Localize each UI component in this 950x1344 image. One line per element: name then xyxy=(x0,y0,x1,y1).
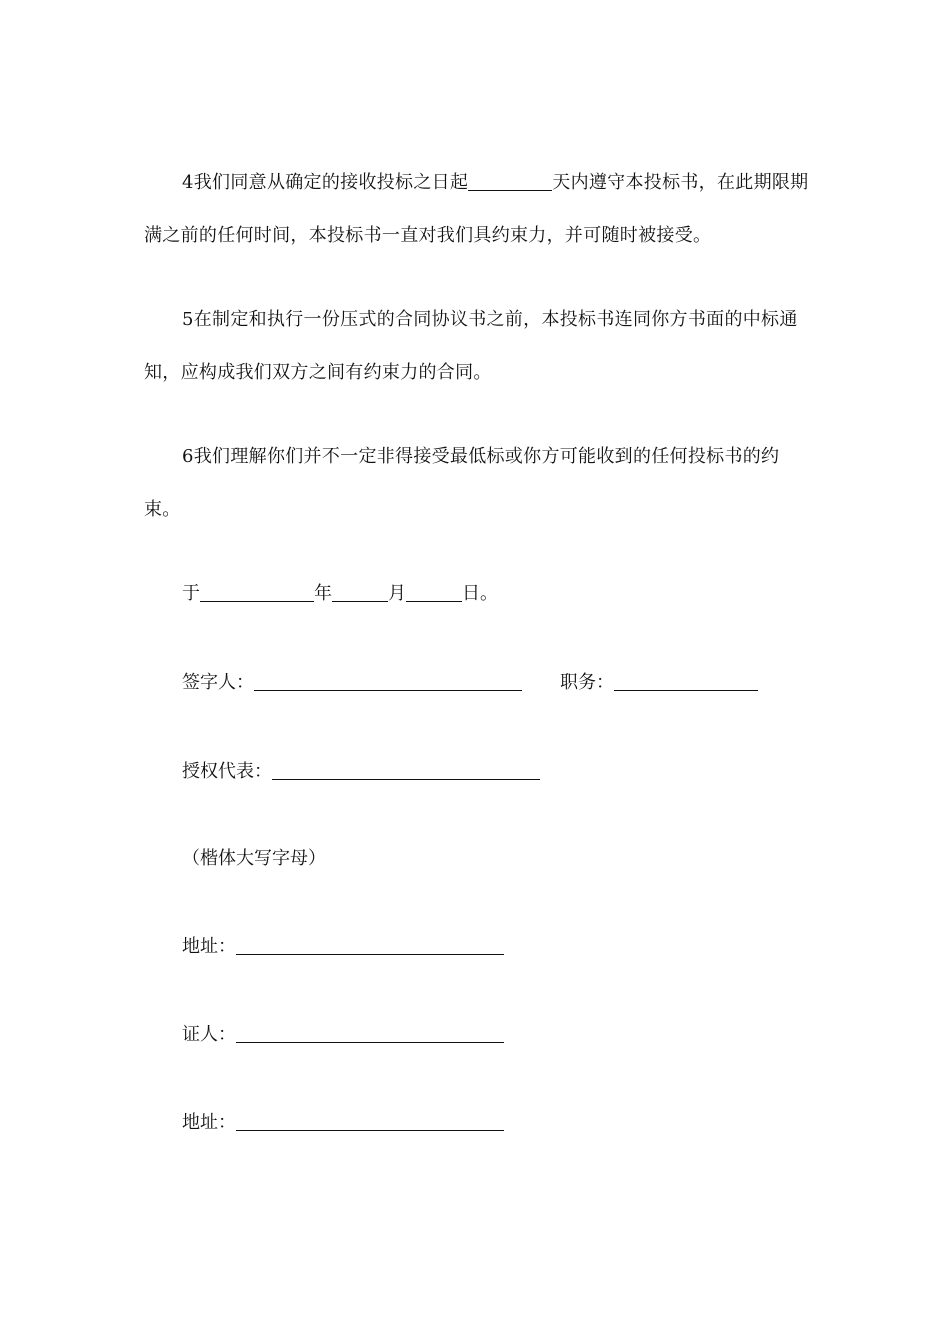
month-blank[interactable] xyxy=(332,581,388,602)
position-label: 职务： xyxy=(560,672,614,693)
address-line-2 xyxy=(182,1110,504,1136)
month-label: 月 xyxy=(388,583,406,604)
day-label: 日。 xyxy=(462,583,498,604)
authorized-field[interactable] xyxy=(272,759,540,780)
signer-label: 签字人： xyxy=(182,672,254,693)
clause-4-text-before: 4我们同意从确定的接收投标之日起 xyxy=(182,172,469,193)
address-label-2: 地址： xyxy=(182,1112,236,1133)
clause-4 xyxy=(144,156,809,262)
clause-4-text-after: 天内遵守本投标书，在此期限期满之前的任何时间，本投标书一直对我们具约束力，并可随时被接受。 xyxy=(144,172,809,246)
address-field-2[interactable] xyxy=(236,1110,504,1131)
authorized-line xyxy=(182,759,540,785)
date-line xyxy=(182,581,498,607)
date-prefix: 于 xyxy=(182,583,200,604)
witness-label: 证人： xyxy=(182,1024,236,1045)
day-blank[interactable] xyxy=(406,581,462,602)
position-field[interactable] xyxy=(614,670,758,691)
authorized-label: 授权代表： xyxy=(182,761,272,782)
signer-line xyxy=(182,670,758,696)
clause-6: 6我们理解你们并不一定非得接受最低标或你方可能收到的任何投标书的约束。 xyxy=(144,446,780,520)
year-label: 年 xyxy=(314,583,332,604)
signer-field[interactable] xyxy=(254,670,522,691)
address-field-1[interactable] xyxy=(236,934,504,955)
address-label-1: 地址： xyxy=(182,936,236,957)
witness-field[interactable] xyxy=(236,1022,504,1043)
address-line-1 xyxy=(182,934,504,960)
witness-line xyxy=(182,1022,504,1048)
year-blank[interactable] xyxy=(200,581,314,602)
clause-5: 5在制定和执行一份压式的合同协议书之前，本投标书连同你方书面的中标通知，应构成我们双方之间有约束力的合同。 xyxy=(144,309,798,383)
block-letters-note: （楷体大写字母） xyxy=(182,848,326,869)
validity-days-blank[interactable] xyxy=(468,170,552,191)
